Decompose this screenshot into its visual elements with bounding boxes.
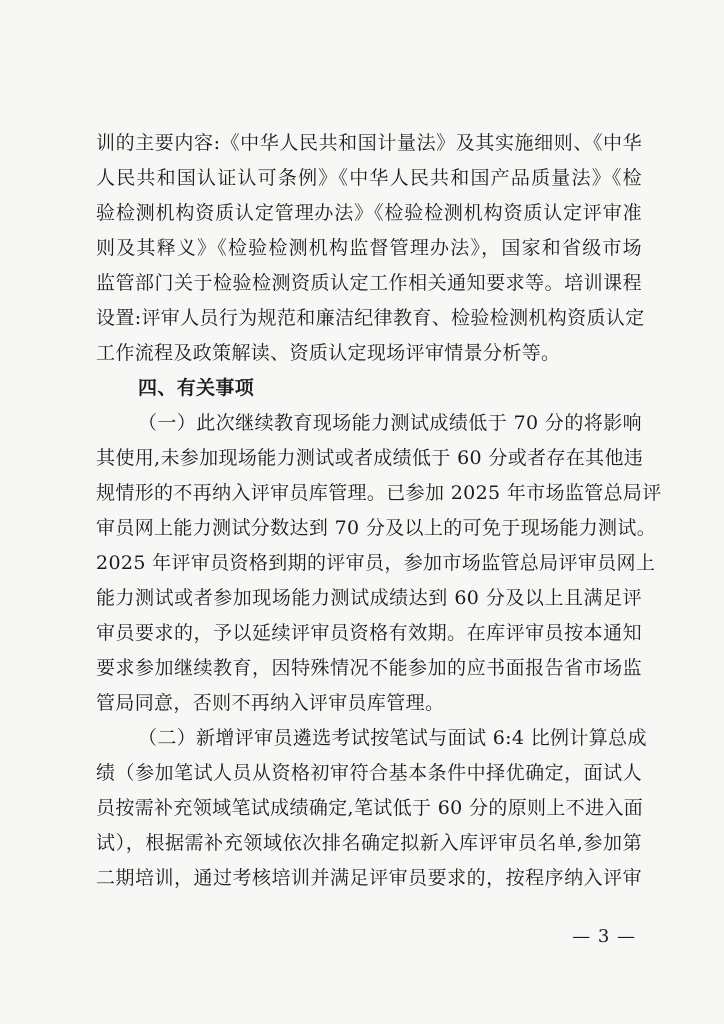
text-line: 审员要求的，予以延续评审员资格有效期。在库评审员按本通知 xyxy=(96,622,642,644)
text-line: 验检测机构资质认定管理办法》《检验检测机构资质认定评审准 xyxy=(96,202,642,224)
text-line: 二期培训，通过考核培训并满足评审员要求的，按程序纳入评审 xyxy=(96,867,642,889)
text-line: 要求参加继续教育，因特殊情况不能参加的应书面报告省市场监 xyxy=(96,657,642,679)
text-line: 2025 年评审员资格到期的评审员，参加市场监管总局评审员网上 xyxy=(96,552,656,574)
text-line: 其使用,未参加现场能力测试或者成绩低于 60 分或者存在其他违 xyxy=(96,447,644,469)
text-line: 员按需补充领域笔试成绩确定,笔试低于 60 分的原则上不进入面 xyxy=(96,797,644,819)
text-line: 人民共和国认证认可条例》《中华人民共和国产品质量法》《检 xyxy=(96,167,642,189)
paragraph-training-content xyxy=(96,126,645,371)
document-body xyxy=(96,126,662,896)
section-heading: 四、有关事项 xyxy=(138,377,255,399)
paragraph-item-2 xyxy=(96,721,647,896)
text-line: 则及其释义》《检验检测机构监督管理办法》，国家和省级市场 xyxy=(96,237,642,259)
text-line: 能力测试或者参加现场能力测试成绩达到 60 分及以上且满足评 xyxy=(96,587,642,609)
text-line: （二）新增评审员遴选考试按笔试与面试 6:4 比例计算总成 xyxy=(138,727,647,749)
text-line: 监管部门关于检验检测资质认定工作相关通知要求等。培训课程 xyxy=(96,272,642,294)
text-line: 管局同意，否则不再纳入评审员库管理。 xyxy=(96,692,445,714)
text-line: 设置:评审人员行为规范和廉洁纪律教育、检验检测机构资质认定 xyxy=(96,307,645,329)
page-number: — 3 — xyxy=(572,926,636,947)
text-line: 审员网上能力测试分数达到 70 分及以上的可免于现场能力测试。 xyxy=(96,517,657,539)
paragraph-item-1 xyxy=(96,406,662,721)
text-line: （一）此次继续教育现场能力测试成绩低于 70 分的将影响 xyxy=(138,412,642,434)
text-line: 工作流程及政策解读、资质认定现场评审情景分析等。 xyxy=(96,342,561,364)
text-line: 试），根据需补充领域依次排名确定拟新入库评审员名单,参加第 xyxy=(96,832,642,854)
text-line: 规情形的不再纳入评审员库管理。已参加 2025 年市场监管总局评 xyxy=(96,482,662,504)
text-line: 训的主要内容:《中华人民共和国计量法》及其实施细则、《中华 xyxy=(96,132,642,154)
text-line: 绩（参加笔试人员从资格初审符合基本条件中择优确定，面试人 xyxy=(96,762,642,784)
